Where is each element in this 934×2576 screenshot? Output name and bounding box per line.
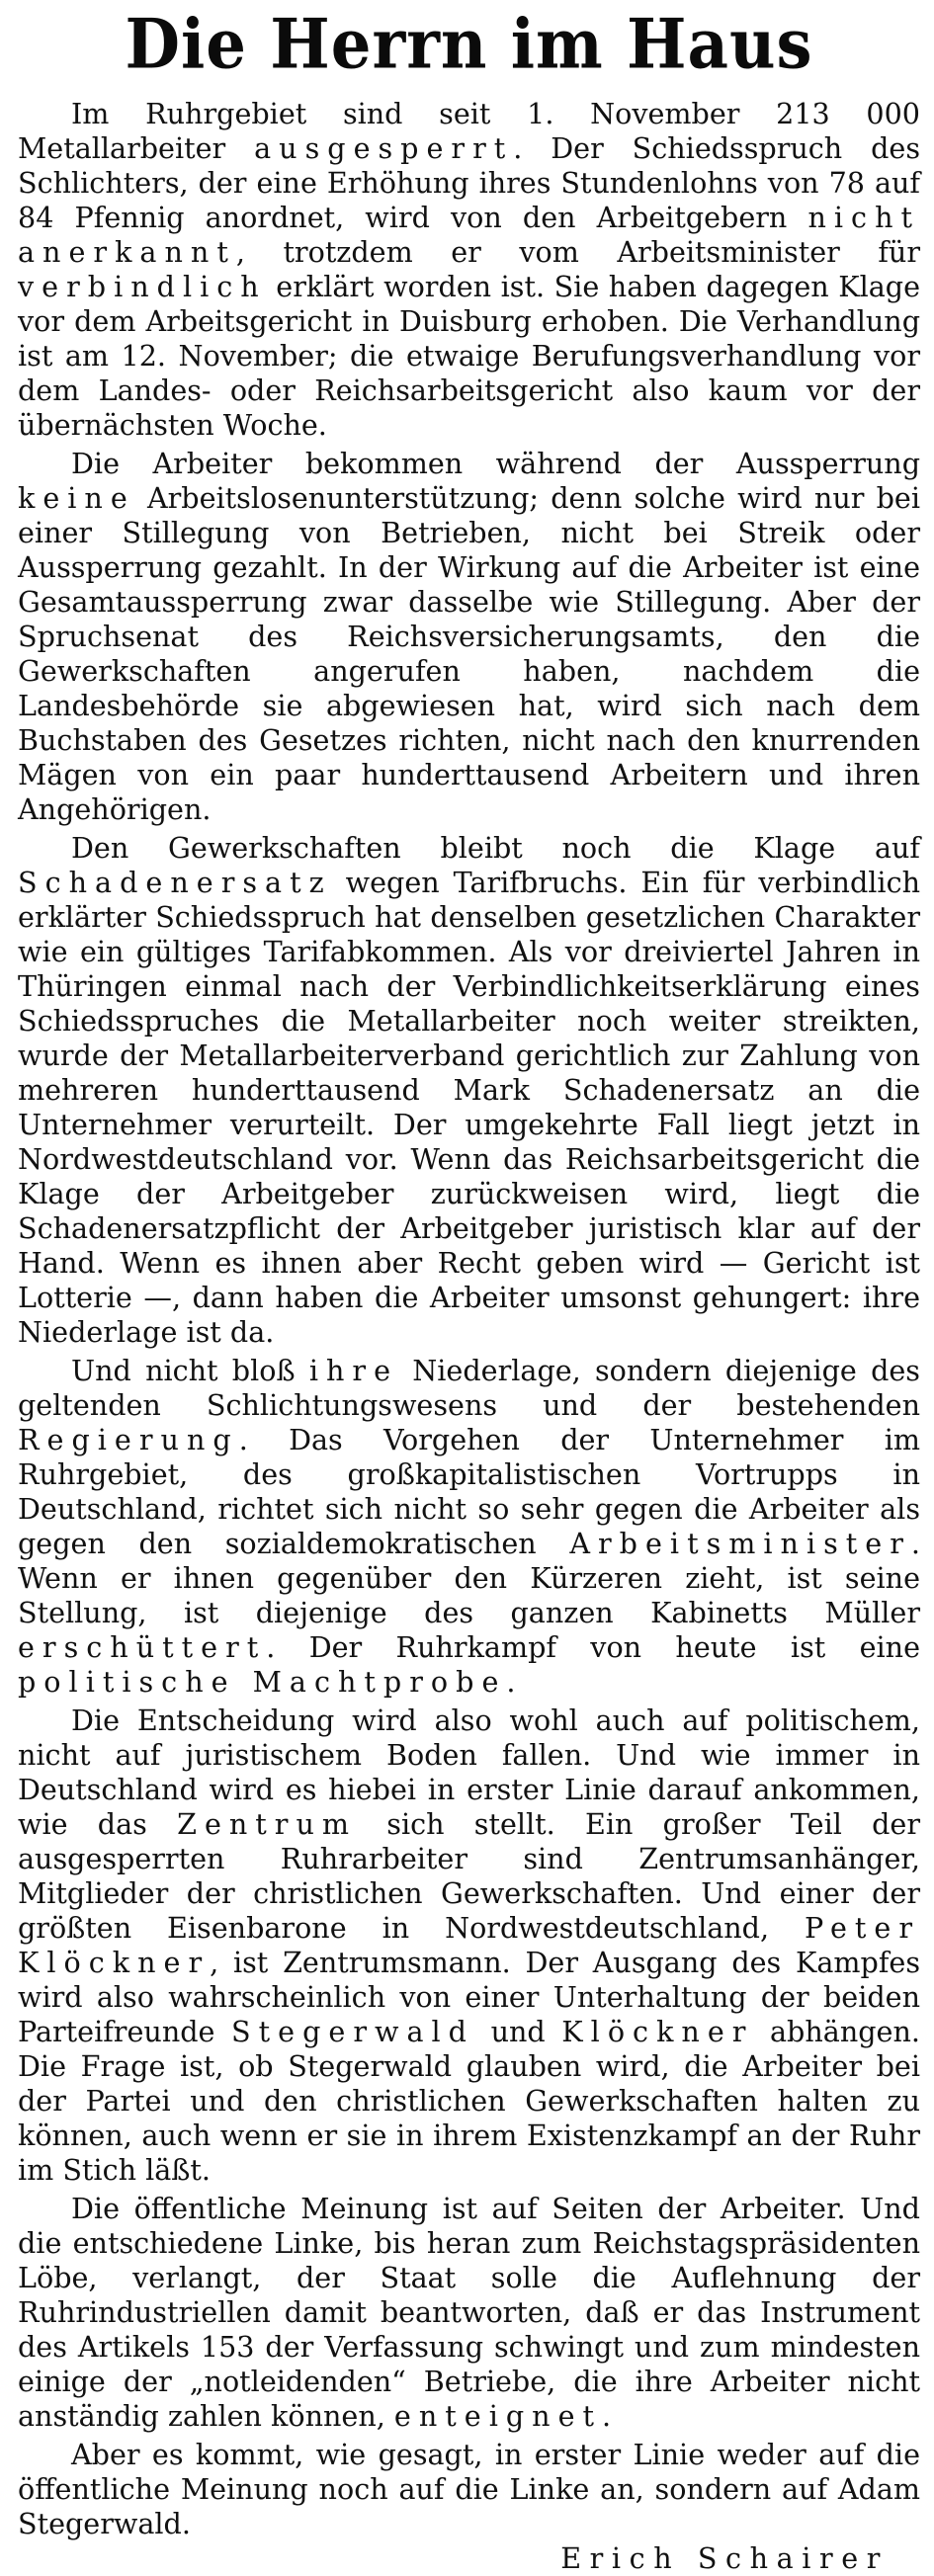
article-body — [18, 97, 920, 2541]
text-run: Im Ruhrgebiet sind seit 1. November 213 000 Metallarbeiter — [18, 97, 920, 165]
text-run: Die öffentliche Meinung ist auf Seiten der Arbeiter. Und die entschiedene Linke, bis heran zum Reichstagspräsidenten Löbe, verlangt, der Staat solle die Auflehnung der Ruhrindustriellen damit beantworten, daß er das Instrument des Artikels 153 der Verfassung schwingt und zum mindesten einige der „notleidenden“ Betriebe, die ihre Arbeiter nicht anständig zahlen können, — [18, 2192, 920, 2433]
article-paragraph — [18, 97, 920, 443]
emphasis-text: nicht anerkannt — [18, 201, 920, 269]
text-run: und — [474, 2015, 562, 2048]
emphasis-text: Peter Klöckner — [18, 1911, 920, 1979]
text-run: , ist Zentrumsmann. Der Ausgang des Kampfes wird also wahrscheinlich von einer Unterhaltung der beiden Parteifreunde — [18, 1946, 920, 2048]
emphasis-text: Klöckner — [561, 2015, 754, 2048]
article-paragraph — [18, 2438, 920, 2541]
text-run: Niederlage, sondern diejenige des geltenden Schlichtungswesens und der bestehenden — [18, 1354, 920, 1422]
text-run: abhängen. Die Frage ist, ob Stegerwald glauben wird, die Arbeiter bei der Partei und den christlichen Gewerkschaften halten zu können, auch wenn er sie in ihrem Existenzkampf an der Ruhr im Stich läßt. — [18, 2015, 920, 2187]
emphasis-text: Arbeitsminister — [569, 1527, 911, 1560]
text-run: . Der Ruhrkampf von heute ist eine — [266, 1630, 920, 1664]
text-run: Und nicht bloß — [71, 1354, 309, 1387]
text-run: Die Arbeiter bekommen während der Aussperrung — [71, 447, 920, 480]
text-run: wegen Tarifbruchs. Ein für verbindlich erklärter Schiedsspruch hat denselben gesetzlichen Charakter wie ein gültiges Tarifabkommen. Als vor dreiviertel Jahren in Thüringen einmal nach der Verbindlichkeitserklärung eines Schiedsspruches die Metallarbeiter noch weiter streikten, wurde der Metallarbeiterverband gerichtlich zur Zahlung von mehreren hunderttausend Mark Schadenersatz an die Unternehmer verurteilt. Der umgekehrte Fall liegt jetzt in Nordwestdeutschland vor. Wenn das Reichsarbeitsgericht die Klage der Arbeitgeber zurückweisen wird, liegt die Schadenersatzpflicht der Arbeitgeber juristisch klar auf der Hand. Wenn es ihnen aber Recht geben wird — Gericht ist Lotterie —, dann haben die Arbeiter umsonst gehungert: ihre Niederlage ist da. — [18, 866, 920, 1349]
text-run: . — [602, 2399, 612, 2433]
emphasis-text: Schadenersatz — [18, 866, 332, 899]
emphasis-text: enteignet — [393, 2399, 603, 2433]
text-run: erklärt worden ist. Sie haben dagegen Klage vor dem Arbeitsgericht in Duisburg erhoben. Die Verhandlung ist am 12. November; die etwaige Berufungsverhandlung vor dem Landes- oder Reichsarbeitsgericht also kaum vor der übernächsten Woche. — [18, 270, 920, 442]
text-run: . — [506, 1665, 516, 1699]
article-paragraph — [18, 1354, 920, 1700]
text-run: . Wenn er ihnen gegenüber den Kürzeren zieht, ist seine Stellung, ist diejenige des ganzen Kabinetts Müller — [18, 1527, 920, 1629]
emphasis-text: politische Machtprobe — [18, 1665, 507, 1699]
article-paragraph — [18, 831, 920, 1350]
emphasis-text: Regierung — [18, 1423, 239, 1456]
emphasis-text: ausgesperrt — [254, 131, 514, 165]
emphasis-text: ihre — [308, 1354, 399, 1387]
text-run: sich stellt. Ein großer Teil der ausgesperrten Ruhrarbeiter sind Zentrumsanhänger, Mitglieder der christlichen Gewerkschaften. Und einer der größten Eisenbarone in Nordwestdeutschland, — [18, 1807, 920, 1945]
text-run: . Der Schiedsspruch des Schlichters, der eine Erhöhung ihres Stundenlohns von 78 auf 84 Pfennig anordnet, wird von den Arbeitgebern — [18, 131, 920, 234]
emphasis-text: keine — [18, 481, 135, 515]
article-paragraph — [18, 2192, 920, 2434]
text-run: . Das Vorgehen der Unternehmer im Ruhrgebiet, des großkapitalistischen Vortrupps in Deutschland, richtet sich nicht so sehr gegen die Arbeiter als gegen den sozialdemokratischen — [18, 1423, 920, 1560]
emphasis-text: erschüttert — [18, 1630, 267, 1664]
emphasis-text: Zentrum — [177, 1807, 358, 1841]
text-run: Die Entscheidung wird also wohl auch auf politischem, nicht auf juristischem Boden fallen. Und wie immer in Deutschland wird es hiebei in erster Linie darauf ankommen, wie das — [18, 1703, 920, 1841]
headline: Die Herrn im Haus — [125, 4, 813, 85]
emphasis-text: Stegerwald — [231, 2015, 474, 2048]
text-run: Aber es kommt, wie gesagt, in erster Linie weder auf die öffentliche Meinung noch auf die Linke an, sondern auf Adam Stegerwald. — [18, 2438, 920, 2540]
article-paragraph — [18, 1703, 920, 2188]
text-run: Den Gewerkschaften bleibt noch die Klage auf — [71, 831, 920, 865]
text-run: , trotzdem er vom Arbeitsminister für — [235, 235, 920, 269]
article-paragraph — [18, 447, 920, 827]
author-byline: Erich Schairer — [560, 2541, 889, 2575]
emphasis-text: verbindlich — [18, 270, 267, 303]
text-run: Arbeitslosenunterstützung; denn solche wird nur bei einer Stillegung von Betrieben, nicht bei Streik oder Aussperrung gezahlt. In der Wirkung auf die Arbeiter ist eine Gesamtaussperrung zwar dasselbe wie Stillegung. Aber der Spruchsenat des Reichsversicherungsamts, den die Gewerkschaften angerufen haben, nachdem die Landesbehörde sie abgewiesen hat, wird sich nach dem Buchstaben des Gesetzes richten, nicht nach den knurrenden Mägen von ein paar hunderttausend Arbeitern und ihren Angehörigen. — [18, 481, 920, 826]
